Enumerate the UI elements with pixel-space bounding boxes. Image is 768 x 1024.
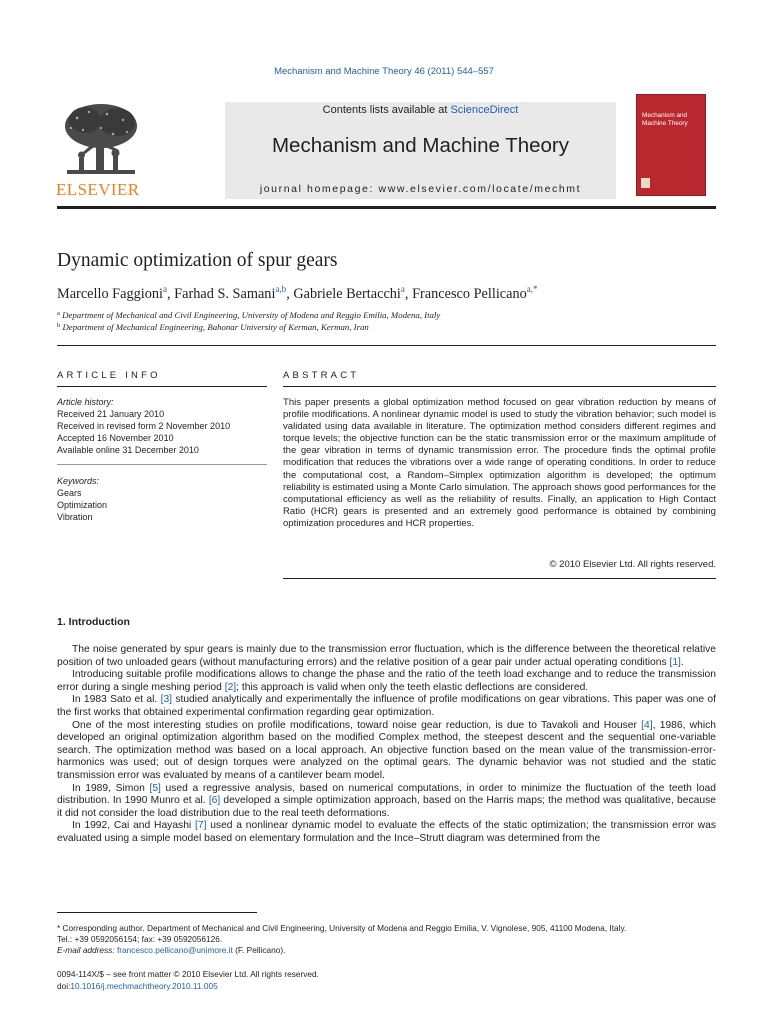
paragraph-text: , 1986, which developed an original optimization algorithm based on the modified Complex method, the steepest descent and the sequential one-variable search. The optimization method was based on a local approach. An objective function based on the mean value of the transmission-error-harmonics was used; out of design torques were analyzed on the optimal gears. The dynamic behavior was not studied and the static transmission error was evaluated by means of a cantilever beam model. — [57, 719, 716, 781]
reference-link[interactable]: [3] — [160, 694, 173, 706]
keyword: Vibration — [57, 511, 93, 522]
abstract-copyright: © 2010 Elsevier Ltd. All rights reserved. — [549, 559, 716, 570]
affiliation — [57, 310, 440, 320]
abstract-bottom-rule — [283, 578, 716, 579]
affiliation-mark: b — [57, 322, 61, 329]
journal-cover-image — [636, 94, 706, 196]
article-info-heading: ARTICLE INFO — [57, 370, 161, 381]
reference-link[interactable]: [7] — [194, 820, 207, 832]
affiliation-mark: a — [57, 310, 60, 317]
footnote — [57, 923, 716, 957]
history-item: Available online 31 December 2010 — [57, 444, 199, 455]
paragraph-text: In 1989, Simon — [72, 782, 150, 794]
introduction-body — [57, 643, 716, 846]
journal-homepage — [225, 183, 616, 195]
author-list — [57, 284, 538, 303]
contact-numbers: Tel.: +39 0592056154; fax: +39 0592056126. — [57, 934, 223, 945]
footnote-star: * — [57, 923, 61, 933]
reference-link[interactable]: [6] — [208, 795, 221, 807]
paragraph-text: . — [680, 656, 684, 668]
paragraph-text: used a regressive analysis, based on numerical computations, in order to minimize the fluctuation of the teeth load distribution. In 1990 Munro et al. — [57, 782, 717, 807]
paragraph — [57, 783, 716, 821]
author-affiliation-mark[interactable]: a,* — [526, 284, 538, 294]
paragraph — [57, 669, 716, 694]
front-matter-footer — [57, 969, 319, 992]
reference-link[interactable]: [2] — [224, 681, 237, 693]
affiliation-text: Department of Mechanical and Civil Engineering, University of Modena and Reggio Emilia, Modena, Italy — [62, 310, 441, 320]
homepage-link[interactable]: www.elsevier.com/locate/mechmt — [378, 183, 582, 195]
homepage-prefix: journal homepage: — [259, 183, 374, 195]
keyword: Optimization — [57, 499, 108, 510]
contents-prefix: Contents lists available at — [322, 104, 448, 116]
journal-citation[interactable]: Mechanism and Machine Theory 46 (2011) 544–557 — [274, 66, 494, 77]
abstract-text: This paper presents a global optimization method focused on gear vibration reduction by means of profile modifications. A nonlinear dynamic model is used to study the vibration behavior; such model is validated using data available in literature. The optimization method considers different regimes and torque levels; the objective function can be the static transmission error or the maximum amplitude of the gear vibration in terms of dynamic transmission error. The procedure finds the optimal profile modification that reduces the vibrations over a wide range of operating conditions. In order to reduce the computational cost, a Random–Simplex optimization algorithm is developed; the optimum reliability is estimated using a Monte Carlo simulation. The approach shows good performances for the computational efficiency as well as the reliability of results. Finally, an application to High Contact Ratio (HCR) gears is presented and an extremely good performance is obtained by combining optimization procedures and HCR properties. — [283, 397, 716, 529]
author-affiliation-mark[interactable]: a — [400, 284, 405, 294]
email-label: E-mail address: — [57, 945, 115, 956]
paragraph-text: The noise generated by spur gears is mainly due to the transmission error fluctuation, which is the difference between the theoretical relative position of two unloaded gears (without manufacturing errors) and the relative position of a gear pair under actual operating conditions — [57, 644, 716, 668]
section-divider — [57, 345, 716, 346]
doi-prefix: doi: — [57, 980, 71, 991]
author-separator: , — [286, 286, 294, 302]
email-line — [57, 945, 716, 956]
cover-title: Mechanism and Machine Theory — [642, 112, 688, 127]
author-name: Marcello Faggioni — [57, 286, 164, 302]
history-item: Received in revised form 2 November 2010 — [57, 420, 231, 431]
history-item: Accepted 16 November 2010 — [57, 432, 174, 443]
paragraph-text: In 1992, Cai and Hayashi — [72, 820, 195, 832]
author-name: Farhad S. Samani — [174, 286, 276, 302]
history-item: Received 21 January 2010 — [57, 408, 165, 419]
paragraph — [57, 644, 716, 669]
author-name: Francesco Pellicano — [412, 286, 527, 302]
abstract-heading: ABSTRACT — [283, 370, 360, 381]
paragraph-text: In 1983 Sato et al. — [72, 694, 161, 706]
author-name: Gabriele Bertacchi — [293, 286, 401, 302]
paragraph — [57, 694, 716, 719]
publisher-wordmark: ELSEVIER — [56, 180, 140, 199]
email-link[interactable]: francesco.pellicano@unimore.it — [116, 945, 233, 956]
contents-line — [225, 104, 616, 116]
author-affiliation-mark[interactable]: a — [163, 284, 168, 294]
header-divider — [57, 206, 716, 209]
section-heading-introduction: 1. Introduction — [57, 616, 130, 628]
footnote-rule — [57, 912, 257, 913]
paragraph-text: ; this approach is valid when only the teeth elastic deflections are considered. — [236, 681, 589, 693]
corresponding-author-text: Corresponding author. Department of Mechanical and Civil Engineering, University of Modena and Reggio Emilia, V. Vignolese, 905, 41100 Modena, Italy. — [62, 923, 627, 933]
paragraph-text: studied analytically and experimentally the influence of profile modifications on gear vibrations. This paper was one of the first works that obtained experimental confirmation regarding gear optimization. — [57, 694, 716, 718]
keywords-label: Keywords: — [57, 476, 100, 486]
corresponding-author-note — [57, 923, 716, 934]
affiliation-text: Department of Mechanical Engineering, Bahonar University of Kerman, Kerman, Iran — [62, 322, 369, 332]
paragraph — [57, 720, 716, 783]
article-history — [57, 397, 267, 457]
reference-link[interactable]: [4] — [641, 719, 653, 731]
email-suffix: (F. Pellicano). — [232, 945, 286, 956]
article-title: Dynamic optimization of spur gears — [57, 250, 338, 271]
author-affiliation-mark[interactable]: a,b — [275, 284, 287, 294]
paragraph — [57, 820, 716, 845]
reference-link[interactable]: [5] — [149, 782, 161, 794]
abstract-rule — [283, 386, 716, 387]
author-separator: , — [167, 286, 175, 302]
history-label: Article history: — [57, 397, 114, 407]
journal-title: Mechanism and Machine Theory — [271, 134, 570, 157]
paragraph-text: One of the most interesting studies on profile modifications, toward noise gear reduction, is due to Tavakoli and Houser — [72, 719, 642, 731]
author-separator: , — [404, 286, 413, 302]
info-divider — [57, 464, 267, 465]
issn-line: 0094-114X/$ – see front matter © 2010 Elsevier Ltd. All rights reserved. — [57, 969, 319, 979]
cover-publisher-logo — [641, 178, 650, 188]
paragraph-text: Introducing suitable profile modifications allows to change the phase and the ratio of the teeth load exchange and to reduce the transmission error during a single meshing period — [57, 669, 716, 693]
affiliation — [57, 322, 369, 332]
article-info-rule — [57, 386, 267, 387]
doi-line — [57, 981, 319, 993]
keywords-block — [57, 476, 267, 524]
sciencedirect-link[interactable]: ScienceDirect — [450, 104, 519, 116]
keyword: Gears — [57, 487, 82, 498]
reference-link[interactable]: [1] — [669, 656, 681, 668]
paragraph-text: developed a simple optimization approach, based on the Harris maps; the method was qualitative, because it did not consider the load distribution due to the real teeth deformations. — [57, 795, 716, 819]
paragraph-text: used a nonlinear dynamic model to evaluate the effects of the static optimization; the transmission error was evaluated using a simple model based on elementary formulation and the Ince–Strutt diagram was determined from the — [57, 820, 716, 844]
doi-link[interactable]: 10.1016/j.mechmachtheory.2010.11.005 — [70, 980, 218, 991]
